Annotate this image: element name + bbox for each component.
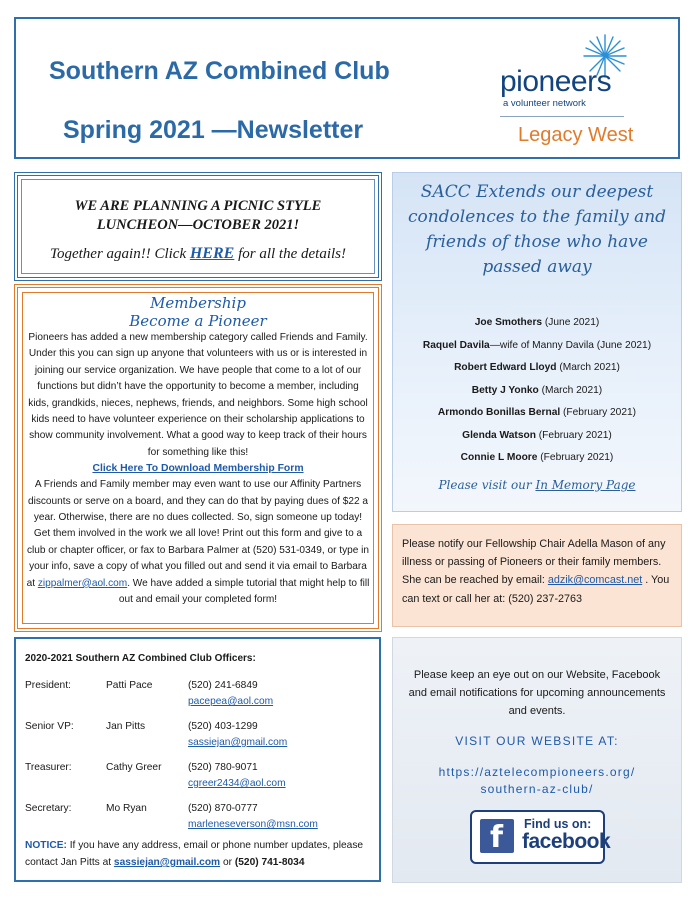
officer-role: Secretary: [25, 803, 72, 814]
officer-email-link[interactable]: cgreer2434@aol.com [188, 778, 286, 789]
visit-website-heading: VISIT OUR WEBSITE AT: [455, 734, 619, 748]
club-title: Southern AZ Combined Club [49, 57, 390, 85]
officer-phone: (520) 241-6849 [188, 680, 258, 691]
deceased-name: Glenda Watson [462, 429, 536, 441]
officer-role: President: [25, 680, 71, 691]
deceased-item [393, 425, 681, 448]
deceased-item [393, 335, 681, 358]
pioneers-logo [494, 33, 654, 153]
deceased-name: Joe Smothers [474, 317, 543, 328]
notice-label: NOTICE: [25, 840, 67, 851]
officers-title: 2020-2021 Southern AZ Combined Club Officers: [25, 653, 256, 664]
deceased-detail: (February 2021) [537, 452, 614, 463]
deceased-name: Armondo Bonillas Bernal [437, 407, 561, 418]
officer-name: Jan Pitts [106, 721, 146, 732]
deceased-detail: (March 2021) [538, 384, 603, 396]
deceased-detail: (February 2021) [560, 407, 637, 418]
notice-text: If you have any address, email or phone number updates, please contact Jan Pitts at [25, 840, 364, 868]
facebook-icon: f [480, 819, 514, 853]
deceased-item [393, 402, 681, 425]
website-reminder: Please keep an eye out on our Website, Facebook and email notifications for upcoming announcements and events. [408, 669, 666, 717]
deceased-item [393, 380, 681, 403]
deceased-detail: (February 2021) [535, 429, 612, 441]
picnic-text-after: for all the details! [234, 246, 346, 262]
logo-wordmark: pioneers [500, 65, 612, 98]
officer-phone: (520) 403-1299 [188, 721, 258, 732]
officer-name: Patti Pace [106, 680, 153, 691]
in-memory-line [393, 478, 681, 492]
deceased-detail: (June 2021) [542, 317, 600, 328]
notice-or: or [220, 857, 235, 868]
officer-email-link[interactable]: sassiejan@gmail.com [188, 737, 288, 748]
picnic-here-link[interactable]: HERE [189, 245, 235, 262]
download-membership-form-link[interactable]: Click Here To Download Membership Form [92, 463, 304, 475]
deceased-detail: (March 2021) [556, 362, 620, 373]
deceased-name: Betty J Yonko [471, 384, 539, 396]
website-url-line-2[interactable]: southern-az-club/ [480, 782, 594, 796]
membership-paragraph-2 [26, 477, 370, 608]
logo-tagline: a volunteer network [503, 98, 586, 109]
notify-text: Please notify our Fellowship Chair Adella Mason of any illness or passing of Pioneers or their family members. She can be reached by email: [402, 538, 666, 587]
officer-phone: (520) 870-0777 [188, 803, 258, 814]
membership-paragraph-2-end: . We have added a simple tutorial that might help to fill out and email your completed form! [118, 577, 370, 606]
deceased-name: Raquel Davila [422, 339, 490, 351]
condolences-heading: SACC Extends our deepest condolences to the family and friends of those who have passed away [407, 182, 667, 277]
deceased-item [393, 447, 681, 470]
picnic-heading: WE ARE PLANNING A PICNIC STYLE LUNCHEON—OCTOBER 2021! [74, 198, 322, 233]
in-memory-prefix: Please visit our [438, 478, 536, 492]
membership-paragraph-1: Pioneers has added a new membership category called Friends and Family. Under this you can sign up anyone that volunteers with us or is interested in joining our service organization. We have people that come to a lot of our functions but didn’t have the opportunity to become a member, including kids, grandkids, nieces, nephews, friends, and neighbors. Some high school kids need to have volunteer experience on their scholarship applications to show community involvement. What a good way to keep track of their hours for something like this! [28, 332, 368, 458]
officer-role: Senior VP: [25, 721, 74, 732]
update-notice [25, 837, 370, 871]
adella-email-link[interactable]: adzik@comcast.net [547, 574, 643, 587]
barbara-email-link[interactable]: zippalmer@aol.com [37, 577, 128, 589]
deceased-name: Robert Edward Lloyd [454, 362, 557, 373]
officer-name: Mo Ryan [106, 803, 147, 814]
membership-paragraph-2-text: A Friends and Family member may even want to use our Affinity Partners discounts or serve on a board, and they can do that by paying dues of $22 a year. Otherwise, there are no dues collected. So, sign someone up today! Get them involved in the work we all love! Print out this form and give to a club or chapter officer, or fax to Barbara Palmer at (520) 531-0349, or type in your info, save a copy of what you filled out and send it via email to Barbara at [26, 479, 370, 589]
officer-email-link[interactable]: pacepea@aol.com [188, 696, 274, 707]
logo-region: Legacy West [518, 124, 634, 146]
deceased-name: Connie L Moore [460, 452, 538, 463]
facebook-wordmark: facebook [522, 830, 611, 853]
facebook-badge-button[interactable] [470, 810, 611, 864]
notice-phone: (520) 741-8034 [234, 857, 305, 868]
in-memory-page-link[interactable]: In Memory Page [535, 478, 636, 492]
officer-role: Treasurer: [25, 762, 72, 773]
newsletter-title: Spring 2021 —Newsletter [63, 116, 364, 144]
officer-name: Cathy Greer [106, 762, 162, 773]
officers-section [14, 637, 381, 882]
deceased-list [393, 312, 681, 470]
deceased-item [393, 312, 681, 335]
picnic-details-line [18, 245, 378, 263]
picnic-text-before: Together again!! Click [50, 246, 190, 262]
notify-text-end: . You can text or call her at: (520) 237-2763 [402, 574, 670, 605]
deceased-detail: —wife of Manny Davila (June 2021) [489, 339, 652, 351]
website-url-line-1[interactable]: https://aztelecompioneers.org/ [438, 765, 636, 779]
memorial-section [392, 172, 682, 512]
newsletter-header [14, 17, 680, 159]
logo-divider [500, 116, 624, 117]
website-url-link[interactable] [393, 764, 681, 798]
officer-phone: (520) 780-9071 [188, 762, 258, 773]
picnic-announcement [14, 172, 382, 281]
officer-email-link[interactable]: marleneseverson@msn.com [188, 819, 318, 830]
facebook-find-us: Find us on: [524, 817, 592, 831]
membership-subtitle: Become a Pioneer [129, 312, 267, 330]
fellowship-notice [392, 524, 682, 627]
notice-email-link[interactable]: sassiejan@gmail.com [113, 857, 221, 868]
deceased-item [393, 357, 681, 380]
website-section [392, 637, 682, 883]
membership-section [14, 284, 382, 632]
membership-title: Membership [150, 294, 246, 312]
